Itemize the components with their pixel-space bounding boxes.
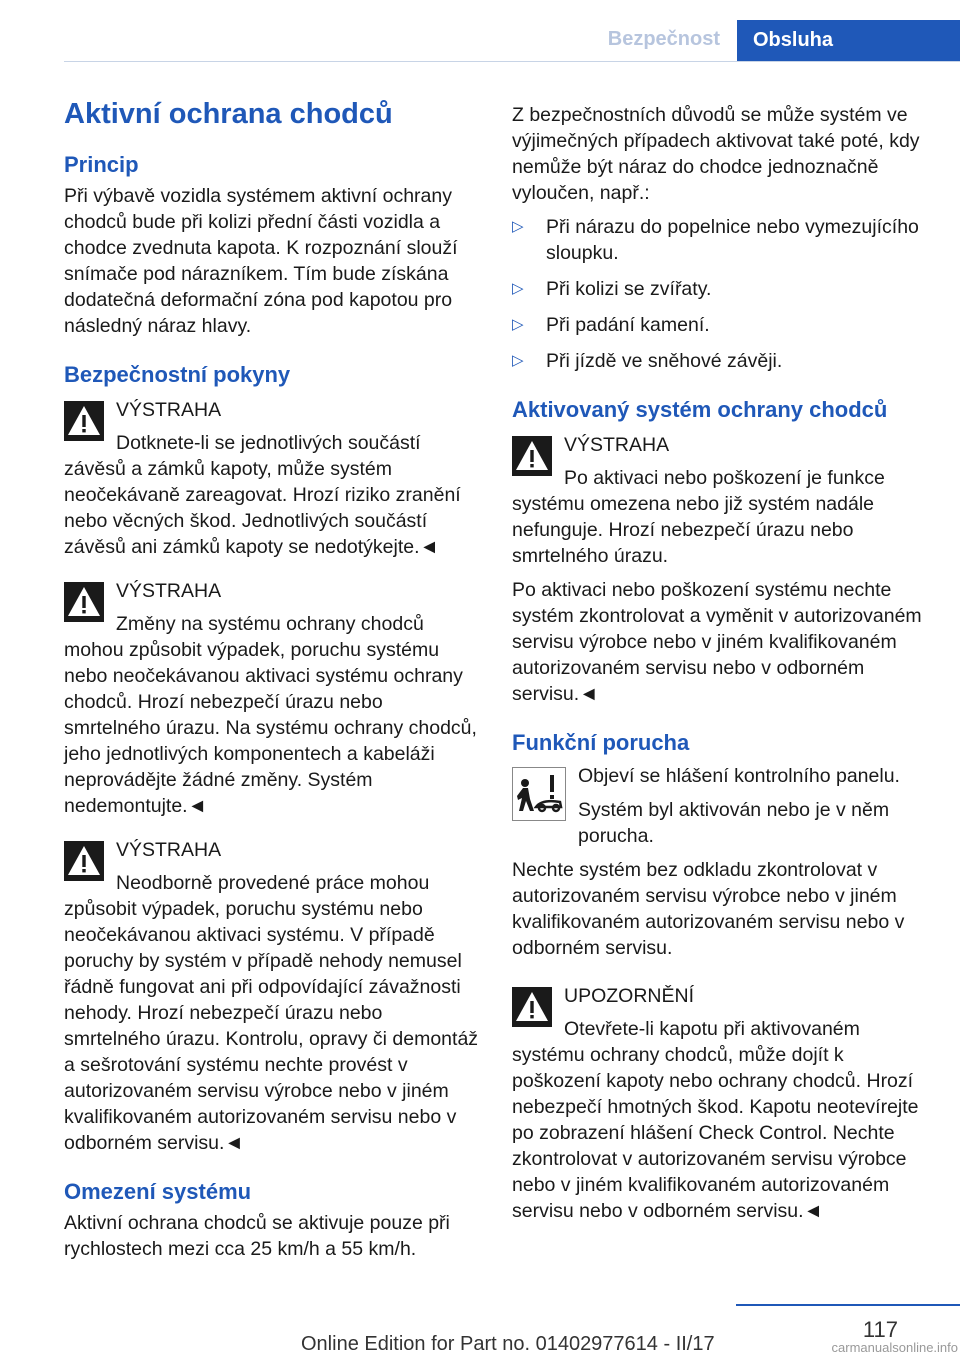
warning-text: Dotknete-li se jednotlivých součástí závěsů a zámků kapoty, může systém neočekávaně zareagovat. Hrozí riziko zranění nebo věcných škod. Jednotlivých součástí závěsů ani zámků kapoty se nedotýkejte.◄	[64, 432, 461, 558]
left-column	[64, 95, 480, 1270]
example-list	[512, 214, 930, 374]
warning-triangle-icon	[64, 582, 104, 622]
triangle-bullet-icon: ▷	[512, 280, 524, 297]
fault-message-block	[512, 763, 930, 849]
list-item: ▷ Při padání kamení.	[512, 314, 710, 336]
triangle-bullet-icon: ▷	[512, 316, 524, 333]
fault-line-1: Objeví se hlášení kontrolního panelu.	[578, 765, 900, 787]
warning-text: Neodborně provedené práce mohou způsobit výpadek, poruchu systému nebo neočekávanou aktivaci systému. V případě poruchy by systém v případě nehody nemusel řádně fungovat ani při odpovídající závažnosti nehody. Hrozí nebezpečí úrazu nebo smrtelného úrazu. Kontrolu, opravy či demontáž a sešrotování systému nechte provést v autorizovaném servisu výrobce nebo v jiném kvalifikovaném autorizovaném servisu nebo v odborném servisu.◄	[64, 872, 479, 1154]
principle-heading: Princip	[64, 152, 139, 177]
warning-triangle-icon	[512, 436, 552, 476]
limits-heading: Omezení systému	[64, 1179, 252, 1204]
triangle-bullet-icon: ▷	[512, 218, 524, 235]
warning-block-3	[64, 837, 480, 1156]
page-title: Aktivní ochrana chodců	[64, 98, 393, 130]
list-item: ▷ Při jízdě ve sněhové závěji.	[512, 350, 783, 372]
section-tab-safety: Bezpečnost	[607, 28, 720, 50]
section-tab-operation: Obsluha	[737, 20, 960, 62]
warning-label: VÝSTRAHA	[116, 399, 222, 421]
watermark: carmanualsonline.info	[831, 1340, 958, 1355]
warning-text: Změny na systému ochrany chodců mohou způsobit výpadek, poruchu systému nebo neočekávanou aktivaci systému ochrany chodců. Hrozí nebezpečí úrazu nebo smrtelného úrazu. Na systému ochrany chodců, jeho jednotlivých komponentech a kabeláži neprovádějte žádné změny. Systém nedemontujte.◄	[64, 613, 477, 817]
limits-text: Aktivní ochrana chodců se aktivuje pouze při rychlostech mezi cca 25 km/h a 55 km/h.	[64, 1212, 450, 1260]
edition-line: Online Edition for Part no. 01402977614 - II/17	[301, 1333, 715, 1355]
list-item: ▷ Při nárazu do popelnice nebo vymezujícího sloupku.	[512, 216, 919, 264]
warning-label: VÝSTRAHA	[116, 580, 222, 602]
fault-line-2: Systém byl aktivován nebo je v něm porucha.	[578, 799, 890, 847]
warning-triangle-icon	[64, 401, 104, 441]
warning-label: VÝSTRAHA	[564, 434, 670, 456]
active-system-heading: Aktivovaný systém ochrany chodců	[512, 397, 888, 422]
warning-text: Po aktivaci nebo poškození je funkce systému omezena nebo již systém nadále nefunguje. Hrozí nebezpečí úrazu nebo smrtelného úrazu.	[512, 467, 885, 567]
footer-rule	[736, 1304, 960, 1306]
fault-heading: Funkční porucha	[512, 730, 690, 755]
principle-text: Při výbavě vozidla systémem aktivní ochrany chodců bude při kolizi přední části vozidla a chodce zvednuta kapota. K rozpoznání slouží snímače pod nárazníkem. Tím bude získána dodatečná deformační zóna pod kapotou pro následný náraz hlavy.	[64, 185, 458, 337]
warning-label: VÝSTRAHA	[116, 839, 222, 861]
page-header	[0, 0, 960, 62]
fault-text: Nechte systém bez odkladu zkontrolovat v autorizovaném servisu výrobce nebo v jiném kvalifikovaném autorizovaném servisu nebo v odborném servisu.	[512, 859, 905, 959]
page-number: 117	[862, 1317, 898, 1342]
warning-triangle-icon	[512, 987, 552, 1027]
warning-block-1	[64, 397, 480, 560]
notice-text: Otevřete-li kapotu při aktivovaném systému ochrany chodců, může dojít k poškození kapoty nebo ochrany chodců. Hrozí nebezpečí hmotných škod. Kapotu neotevírejte po zobrazení hlášení Check Control. Nechte zkontrolovat v autorizovaném servisu výrobce nebo v jiném kvalifikovaném autorizovaném servisu nebo v odborném servisu.◄	[512, 1018, 919, 1222]
intro-text: Z bezpečnostních důvodů se může systém ve výjimečných případech aktivovat také poté, kdy nemůže být náraz do chodce jednoznačně vyloučen, např.:	[512, 104, 920, 204]
notice-block	[512, 983, 930, 1224]
safety-heading: Bezpečnostní pokyny	[64, 362, 291, 387]
active-system-text: Po aktivaci nebo poškození systému nechte systém zkontrolovat a vyměnit v autorizovaném servisu výrobce nebo v jiném kvalifikovaném autorizovaném servisu nebo v odborném servisu.◄	[512, 579, 922, 705]
warning-triangle-icon	[64, 841, 104, 881]
list-item: ▷ Při kolizi se zvířaty.	[512, 278, 712, 300]
pedestrian-protection-fault-icon	[512, 767, 566, 821]
right-column	[512, 102, 930, 1242]
warning-block-2	[64, 578, 480, 819]
warning-block-active	[512, 432, 930, 569]
triangle-bullet-icon: ▷	[512, 352, 524, 369]
header-rule	[64, 61, 960, 62]
notice-label: UPOZORNĚNÍ	[564, 985, 695, 1007]
